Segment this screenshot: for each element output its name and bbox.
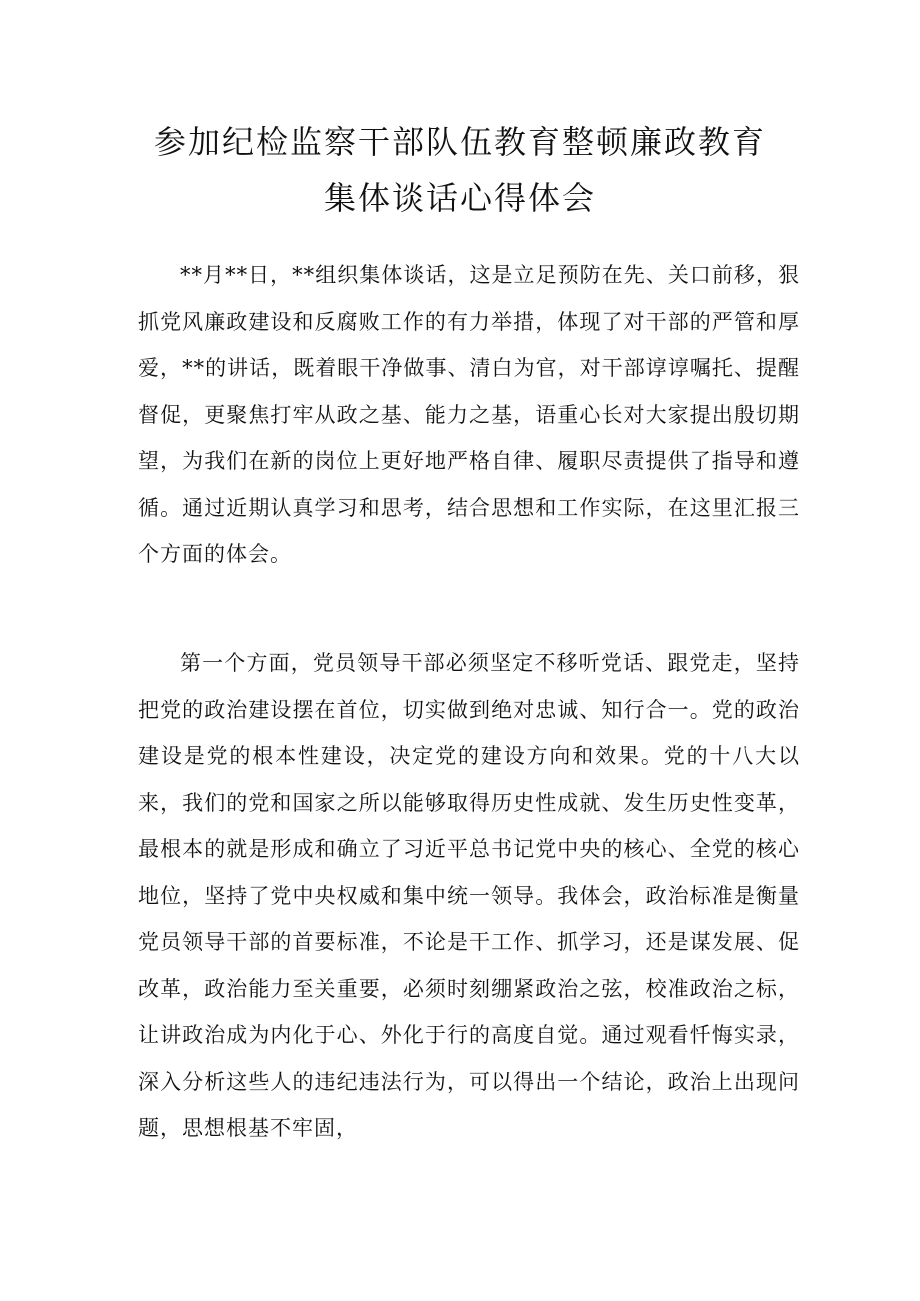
paragraph-aspect-one: 第一个方面，党员领导干部必须坚定不移听党话、跟党走，坚持把党的政治建设摆在首位，切实做到绝对忠诚、知行合一。党的政治建设是党的根本性建设，决定党的建设方向和效果。党的十八大以来，我们的党和国家之所以能够取得历史性成就、发生历史性变革，最根本的就是形成和确立了习近平总书记党中央的核心、全党的核心地位，坚持了党中央权威和集中统一领导。我体会，政治标准是衡量党员领导干部的首要标准，不论是干工作、抓学习，还是谋发展、促改革，政治能力至关重要，必须时刻绷紧政治之弦，校准政治之标，让讲政治成为内化于心、外化于行的高度自觉。通过观看忏悔实录，深入分析这些人的违纪违法行为，可以得出一个结论，政治上出现问题，思想根基不牢固， <box>138 651 800 1140</box>
document-title-line-1: 参加纪检监察干部队伍教育整顿廉政教育 <box>153 123 766 161</box>
document-title-line-2: 集体谈话心得体会 <box>323 179 596 217</box>
paragraph-intro: **月**日，**组织集体谈话，这是立足预防在先、关口前移，狠抓党风廉政建设和反腐败工作的有力举措，体现了对干部的严管和厚爱，**的讲话，既着眼干净做事、清白为官，对干部谆谆嘱托、提醒督促，更聚焦打牢从政之基、能力之基，语重心长对大家提出殷切期望，为我们在新的岗位上更好地严格自律、履职尽责提供了指导和遵循。通过近期认真学习和思考，结合思想和工作实际，在这里汇报三个方面的体会。 <box>138 263 800 566</box>
